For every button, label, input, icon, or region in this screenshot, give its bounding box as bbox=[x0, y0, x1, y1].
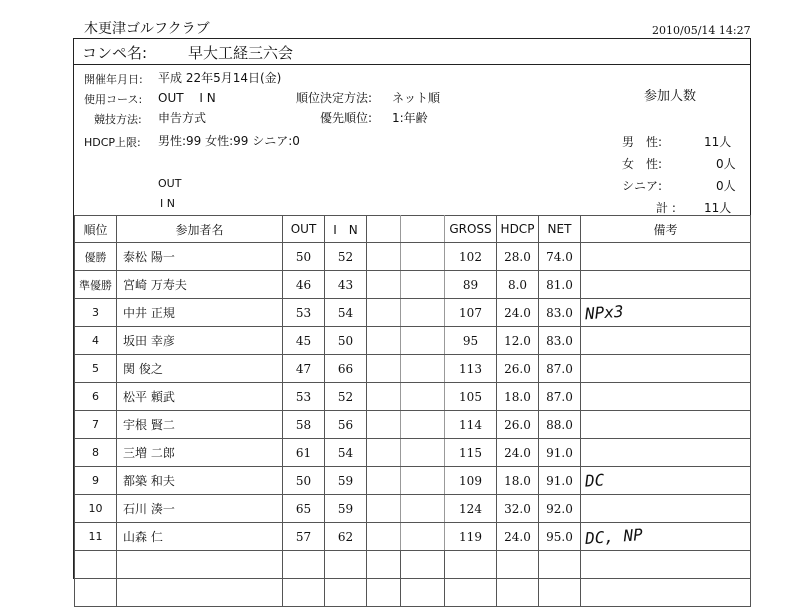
empty-cell bbox=[117, 551, 283, 579]
gross-cell: 124 bbox=[445, 495, 497, 523]
results-table bbox=[74, 215, 751, 607]
table-row bbox=[75, 495, 751, 523]
out-cell: 45 bbox=[283, 327, 325, 355]
participants-male-label: 男 性: bbox=[622, 135, 663, 149]
blank-cell bbox=[367, 439, 401, 467]
participants-title: 参加人数 bbox=[644, 89, 697, 104]
net-cell: 81.0 bbox=[539, 271, 581, 299]
rank-cell: 7 bbox=[75, 411, 117, 439]
in-cell: 54 bbox=[325, 299, 367, 327]
gross-cell: 102 bbox=[445, 243, 497, 271]
handwritten-note: NPx3 bbox=[584, 301, 625, 324]
rank-cell: 9 bbox=[75, 467, 117, 495]
table-row bbox=[75, 411, 751, 439]
header-hdcp: HDCP bbox=[497, 216, 539, 243]
blank-cell bbox=[367, 495, 401, 523]
net-cell: 92.0 bbox=[539, 495, 581, 523]
in-cell: 59 bbox=[325, 467, 367, 495]
print-timestamp: 2010/05/14 14:27 bbox=[652, 24, 751, 37]
remarks-cell bbox=[581, 243, 751, 271]
participants-total-label: 計 : bbox=[656, 201, 676, 215]
rank-cell: 4 bbox=[75, 327, 117, 355]
empty-cell bbox=[497, 551, 539, 579]
empty-cell bbox=[401, 551, 445, 579]
header-gross: GROSS bbox=[445, 216, 497, 243]
name-cell: 都築 和夫 bbox=[117, 467, 283, 495]
rank-cell: 準優勝 bbox=[75, 271, 117, 299]
name-cell: 山森 仁 bbox=[117, 523, 283, 551]
blank-cell bbox=[401, 467, 445, 495]
remarks-cell bbox=[581, 523, 751, 551]
remarks-cell bbox=[581, 411, 751, 439]
remarks-cell bbox=[581, 495, 751, 523]
blank-cell bbox=[367, 467, 401, 495]
blank-cell bbox=[367, 383, 401, 411]
empty-cell bbox=[367, 551, 401, 579]
net-cell: 87.0 bbox=[539, 355, 581, 383]
in-cell: 59 bbox=[325, 495, 367, 523]
priority-label: 優先順位: bbox=[320, 111, 373, 125]
hdcp-cell: 24.0 bbox=[497, 523, 539, 551]
blank-cell bbox=[401, 495, 445, 523]
blank-cell bbox=[401, 439, 445, 467]
out-cell: 58 bbox=[283, 411, 325, 439]
course-in-label: I N bbox=[160, 197, 175, 210]
gross-cell: 114 bbox=[445, 411, 497, 439]
competition-title-bar bbox=[74, 39, 750, 65]
name-cell: 石川 湊一 bbox=[117, 495, 283, 523]
empty-row bbox=[75, 579, 751, 607]
empty-cell bbox=[497, 579, 539, 607]
empty-cell bbox=[325, 551, 367, 579]
blank-cell bbox=[401, 411, 445, 439]
gross-cell: 105 bbox=[445, 383, 497, 411]
net-cell: 87.0 bbox=[539, 383, 581, 411]
header-net: NET bbox=[539, 216, 581, 243]
name-cell: 中井 正規 bbox=[117, 299, 283, 327]
table-row bbox=[75, 355, 751, 383]
blank-cell bbox=[367, 243, 401, 271]
in-cell: 52 bbox=[325, 383, 367, 411]
participants-senior-label: シニア: bbox=[622, 179, 663, 193]
net-cell: 91.0 bbox=[539, 467, 581, 495]
hdcp-limit-value: 男性:99 女性:99 シニア:0 bbox=[158, 134, 300, 148]
participants-male-count: 11人 bbox=[704, 135, 732, 149]
hdcp-cell: 24.0 bbox=[497, 439, 539, 467]
empty-cell bbox=[581, 579, 751, 607]
participants-total-count: 11人 bbox=[704, 201, 732, 215]
remarks-cell bbox=[581, 383, 751, 411]
gross-cell: 89 bbox=[445, 271, 497, 299]
table-row bbox=[75, 523, 751, 551]
rank-cell: 8 bbox=[75, 439, 117, 467]
gross-cell: 115 bbox=[445, 439, 497, 467]
table-row bbox=[75, 271, 751, 299]
blank-cell bbox=[367, 523, 401, 551]
empty-cell bbox=[445, 551, 497, 579]
out-cell: 61 bbox=[283, 439, 325, 467]
header-in: I N bbox=[325, 216, 367, 243]
hdcp-cell: 8.0 bbox=[497, 271, 539, 299]
method-label: 競技方法: bbox=[94, 113, 142, 126]
in-cell: 56 bbox=[325, 411, 367, 439]
date-label: 開催年月日: bbox=[84, 73, 143, 86]
hdcp-cell: 18.0 bbox=[497, 383, 539, 411]
empty-cell bbox=[445, 579, 497, 607]
gross-cell: 119 bbox=[445, 523, 497, 551]
participants-female-label: 女 性: bbox=[622, 157, 663, 171]
empty-cell bbox=[581, 551, 751, 579]
table-header-row bbox=[75, 216, 751, 243]
course-value: OUT I N bbox=[158, 91, 216, 105]
course-out-label: OUT bbox=[158, 177, 182, 190]
remarks-cell bbox=[581, 355, 751, 383]
hdcp-cell: 26.0 bbox=[497, 355, 539, 383]
remarks-cell bbox=[581, 439, 751, 467]
rank-cell: 10 bbox=[75, 495, 117, 523]
blank-cell bbox=[367, 299, 401, 327]
blank-cell bbox=[401, 355, 445, 383]
in-cell: 66 bbox=[325, 355, 367, 383]
empty-cell bbox=[75, 551, 117, 579]
gross-cell: 107 bbox=[445, 299, 497, 327]
blank-cell bbox=[401, 383, 445, 411]
empty-cell bbox=[367, 579, 401, 607]
hdcp-cell: 32.0 bbox=[497, 495, 539, 523]
in-cell: 50 bbox=[325, 327, 367, 355]
priority-value: 1:年齢 bbox=[392, 111, 428, 125]
remarks-cell bbox=[581, 299, 751, 327]
gross-cell: 109 bbox=[445, 467, 497, 495]
empty-row bbox=[75, 551, 751, 579]
table-row bbox=[75, 243, 751, 271]
name-cell: 松平 頼武 bbox=[117, 383, 283, 411]
blank-cell bbox=[401, 523, 445, 551]
net-cell: 83.0 bbox=[539, 299, 581, 327]
course-label: 使用コース: bbox=[84, 93, 143, 106]
table-row bbox=[75, 383, 751, 411]
name-cell: 泰松 陽一 bbox=[117, 243, 283, 271]
handwritten-note: DC, NP bbox=[584, 525, 644, 548]
header-name: 参加者名 bbox=[117, 216, 283, 243]
ranking-label: 順位決定方法: bbox=[296, 91, 373, 105]
gross-cell: 113 bbox=[445, 355, 497, 383]
blank-cell bbox=[401, 243, 445, 271]
competition-label: コンペ名: bbox=[82, 44, 148, 62]
header-blank-2 bbox=[401, 216, 445, 243]
name-cell: 関 俊之 bbox=[117, 355, 283, 383]
name-cell: 宮崎 万寿夫 bbox=[117, 271, 283, 299]
remarks-cell bbox=[581, 467, 751, 495]
table-row bbox=[75, 299, 751, 327]
blank-cell bbox=[401, 299, 445, 327]
out-cell: 47 bbox=[283, 355, 325, 383]
net-cell: 95.0 bbox=[539, 523, 581, 551]
method-value: 申告方式 bbox=[158, 111, 207, 125]
in-cell: 62 bbox=[325, 523, 367, 551]
blank-cell bbox=[401, 271, 445, 299]
scorecard-frame bbox=[73, 38, 751, 579]
name-cell: 三増 二郎 bbox=[117, 439, 283, 467]
participants-female-count: 0人 bbox=[716, 157, 736, 171]
remarks-cell bbox=[581, 271, 751, 299]
empty-cell bbox=[539, 579, 581, 607]
out-cell: 57 bbox=[283, 523, 325, 551]
out-cell: 65 bbox=[283, 495, 325, 523]
handwritten-note: DC bbox=[584, 470, 605, 491]
rank-cell: 優勝 bbox=[75, 243, 117, 271]
empty-cell bbox=[325, 579, 367, 607]
club-name: 木更津ゴルフクラブ bbox=[84, 21, 210, 37]
blank-cell bbox=[367, 411, 401, 439]
empty-cell bbox=[401, 579, 445, 607]
net-cell: 74.0 bbox=[539, 243, 581, 271]
out-cell: 50 bbox=[283, 243, 325, 271]
out-cell: 50 bbox=[283, 467, 325, 495]
in-cell: 43 bbox=[325, 271, 367, 299]
hdcp-cell: 28.0 bbox=[497, 243, 539, 271]
blank-cell bbox=[367, 355, 401, 383]
in-cell: 54 bbox=[325, 439, 367, 467]
header-rank: 順位 bbox=[75, 216, 117, 243]
header-remarks: 備考 bbox=[581, 216, 751, 243]
header-blank-1 bbox=[367, 216, 401, 243]
participants-senior-count: 0人 bbox=[716, 179, 736, 193]
rank-cell: 6 bbox=[75, 383, 117, 411]
header-out: OUT bbox=[283, 216, 325, 243]
rank-cell: 3 bbox=[75, 299, 117, 327]
out-cell: 46 bbox=[283, 271, 325, 299]
hdcp-cell: 18.0 bbox=[497, 467, 539, 495]
hdcp-cell: 12.0 bbox=[497, 327, 539, 355]
hdcp-cell: 26.0 bbox=[497, 411, 539, 439]
net-cell: 91.0 bbox=[539, 439, 581, 467]
ranking-value: ネット順 bbox=[392, 91, 441, 105]
date-value: 平成 22年5月14日(金) bbox=[158, 71, 282, 85]
competition-name: 早大工経三六会 bbox=[188, 44, 294, 62]
rank-cell: 11 bbox=[75, 523, 117, 551]
empty-cell bbox=[283, 579, 325, 607]
net-cell: 83.0 bbox=[539, 327, 581, 355]
empty-cell bbox=[283, 551, 325, 579]
table-row bbox=[75, 467, 751, 495]
blank-cell bbox=[367, 271, 401, 299]
out-cell: 53 bbox=[283, 383, 325, 411]
net-cell: 88.0 bbox=[539, 411, 581, 439]
name-cell: 坂田 幸彦 bbox=[117, 327, 283, 355]
blank-cell bbox=[401, 327, 445, 355]
table-row bbox=[75, 327, 751, 355]
empty-cell bbox=[539, 551, 581, 579]
gross-cell: 95 bbox=[445, 327, 497, 355]
hdcp-cell: 24.0 bbox=[497, 299, 539, 327]
hdcp-limit-label: HDCP上限: bbox=[84, 136, 141, 149]
empty-cell bbox=[117, 579, 283, 607]
remarks-cell bbox=[581, 327, 751, 355]
blank-cell bbox=[367, 327, 401, 355]
out-cell: 53 bbox=[283, 299, 325, 327]
rank-cell: 5 bbox=[75, 355, 117, 383]
in-cell: 52 bbox=[325, 243, 367, 271]
name-cell: 宇根 賢二 bbox=[117, 411, 283, 439]
table-row bbox=[75, 439, 751, 467]
empty-cell bbox=[75, 579, 117, 607]
